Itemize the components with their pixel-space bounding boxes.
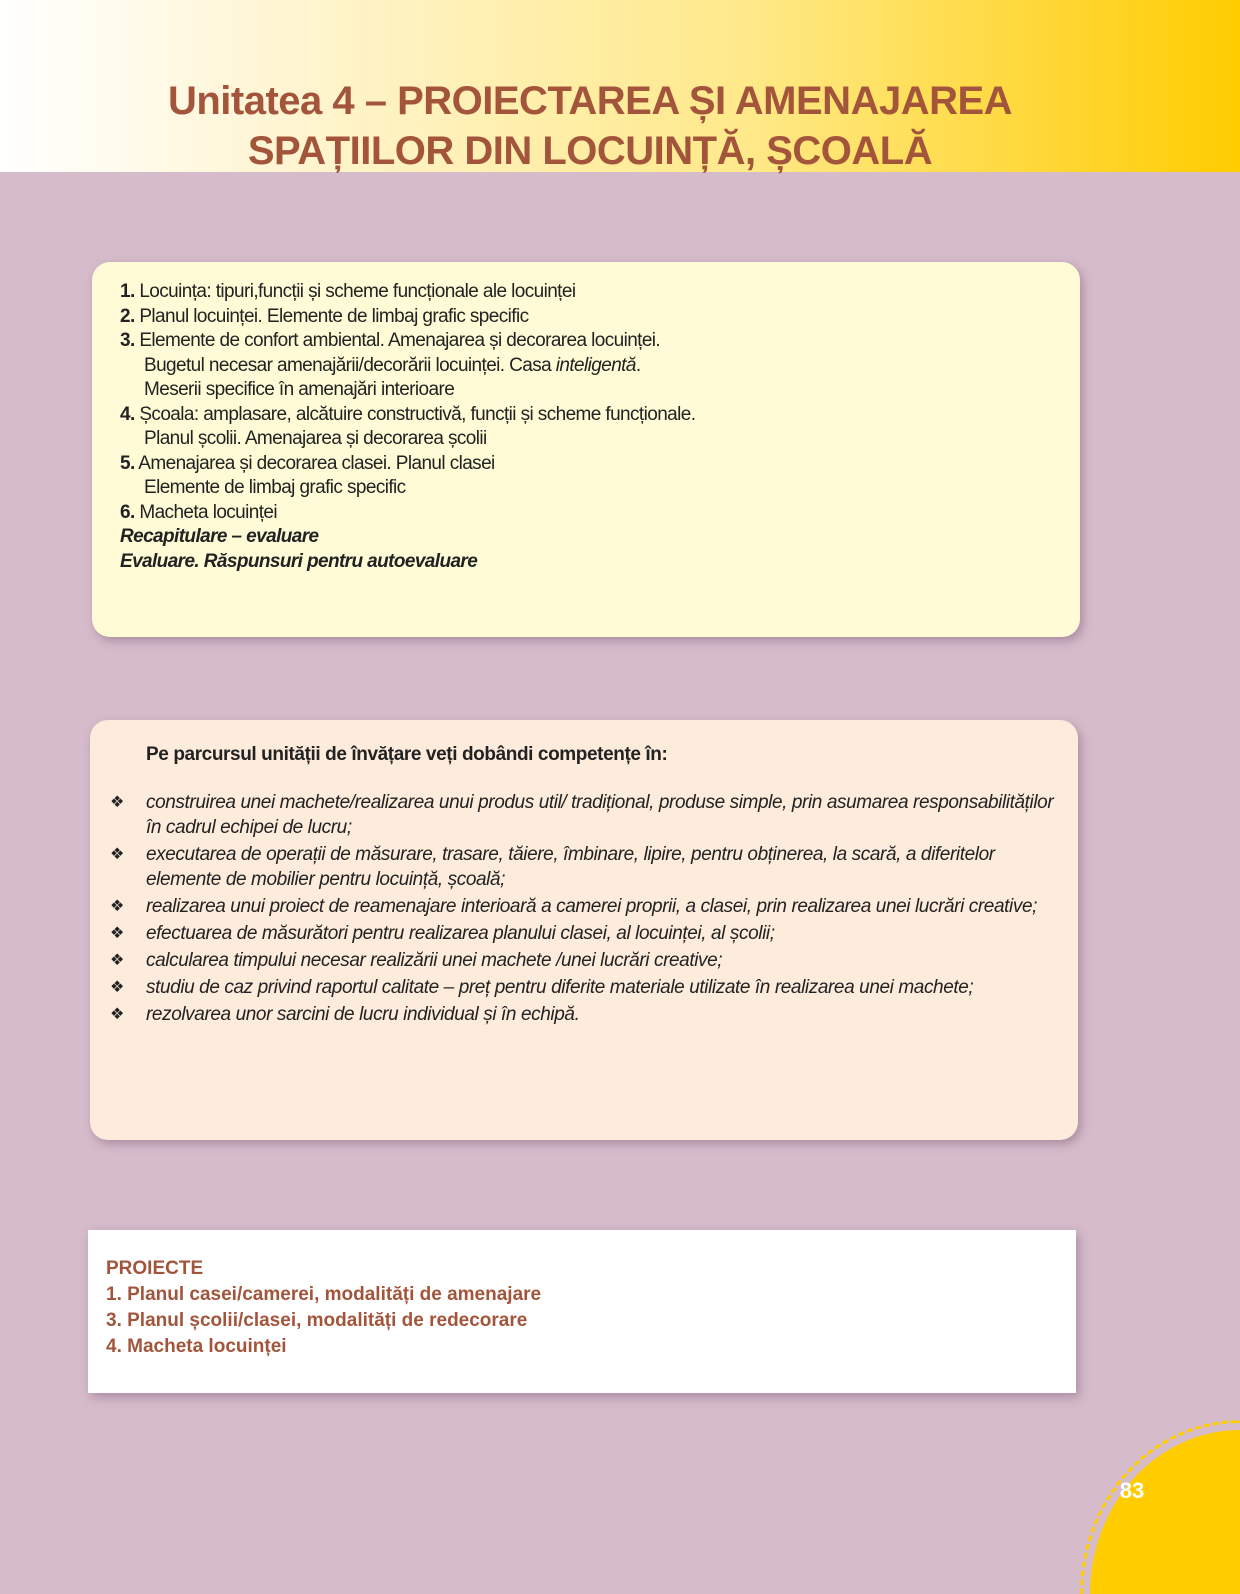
item-text: Elemente de limbaj grafic specific	[144, 477, 406, 498]
contents-item	[120, 378, 1060, 403]
competence-item	[110, 921, 1065, 946]
review-line: Recapitulare – evaluare	[120, 526, 319, 547]
competence-text: realizarea unui proiect de reamenajare interioară a camerei proprii, a clasei, prin realizarea unei lucrări creative;	[146, 896, 1037, 917]
page-corner-badge	[1090, 1430, 1240, 1594]
contents-item	[120, 452, 1060, 477]
item-emphasis: inteligentă	[555, 354, 636, 376]
page-number: 83	[1119, 1478, 1145, 1503]
item-number: 6.	[120, 501, 135, 523]
contents-item	[120, 501, 1060, 526]
contents-item	[120, 354, 1060, 379]
competence-text: executarea de operații de măsurare, trasare, tăiere, îmbinare, lipire, pentru obținerea, la scară, a diferitelor elemente de mobilier pentru locuință, școală;	[146, 844, 995, 890]
competence-item	[110, 975, 1065, 1000]
competence-text: rezolvarea unor sarcini de lucru individual și în echipă.	[146, 1004, 580, 1025]
competence-item	[110, 948, 1065, 973]
diamond-bullet-icon: ❖	[110, 846, 124, 863]
contents-list	[120, 280, 1060, 574]
project-item: 4. Macheta locuinței	[106, 1336, 287, 1357]
item-number: 3.	[120, 330, 135, 351]
item-number: 1.	[120, 281, 135, 302]
competence-item	[110, 842, 1065, 892]
contents-item	[120, 329, 1060, 354]
competence-text: studiu de caz privind raportul calitate – preț pentru diferite materiale utilizate în realizarea unei machete;	[146, 977, 974, 998]
projects-box	[88, 1230, 1076, 1393]
item-text: Amenajarea și decorarea clasei. Planul clasei	[138, 452, 495, 474]
item-number: 5.	[120, 452, 135, 474]
item-text: Locuința: tipuri,funcții și scheme funcționale ale locuinței	[139, 281, 576, 302]
diamond-bullet-icon: ❖	[110, 979, 124, 996]
item-text: Macheta locuinței	[139, 501, 278, 523]
projects-list	[106, 1256, 541, 1360]
item-text: Școala: amplasare, alcătuire constructivă, funcții și scheme funcționale.	[139, 403, 696, 425]
diamond-bullet-icon: ❖	[110, 794, 124, 811]
contents-box	[92, 262, 1080, 637]
contents-item	[120, 305, 1060, 330]
diamond-bullet-icon: ❖	[110, 952, 124, 969]
title-line-1: Unitatea 4 – PROIECTAREA ȘI AMENAJAREA	[167, 79, 1013, 123]
contents-item	[120, 476, 1060, 501]
title-line-2: SPAȚIILOR DIN LOCUINȚĂ, ȘCOALĂ	[247, 129, 933, 173]
item-text: Meserii specifice în amenajări interioare	[144, 379, 455, 400]
contents-item	[120, 427, 1060, 452]
competence-text: efectuarea de măsurători pentru realizarea planului clasei, al locuinței, al școlii;	[146, 923, 775, 944]
item-text: Bugetul necesar amenajării/decorării locuinței. Casa	[144, 354, 556, 376]
competence-item	[110, 1002, 1065, 1027]
contents-item	[120, 403, 1060, 428]
diamond-bullet-icon: ❖	[110, 898, 124, 915]
item-number: 2.	[120, 305, 135, 327]
item-tail: .	[635, 354, 641, 376]
project-item: 1. Planul casei/camerei, modalități de amenajare	[106, 1284, 542, 1305]
competences-box	[90, 720, 1078, 1140]
competence-item	[110, 894, 1065, 919]
competence-text: calcularea timpului necesar realizării unei machete /unei lucrări creative;	[146, 950, 723, 971]
item-text: Planul locuinței. Elemente de limbaj grafic specific	[139, 305, 529, 327]
competences-heading: Pe parcursul unității de învățare veți dobândi competențe în:	[146, 744, 668, 765]
item-number: 4.	[120, 403, 135, 425]
competences-list	[110, 790, 1065, 1029]
evaluation-line: Evaluare. Răspunsuri pentru autoevaluare	[120, 550, 478, 572]
unit-title	[0, 76, 1180, 176]
projects-heading: PROIECTE	[106, 1258, 204, 1279]
item-text: Elemente de confort ambiental. Amenajarea și decorarea locuinței.	[139, 330, 661, 351]
diamond-bullet-icon: ❖	[110, 925, 124, 942]
project-item: 3. Planul școlii/clasei, modalități de redecorare	[106, 1310, 528, 1331]
competence-text: construirea unei machete/realizarea unui produs util/ tradițional, produse simple, prin asumarea responsabilităților în cadrul echipei de lucru;	[146, 792, 1054, 838]
item-text: Planul școlii. Amenajarea și decorarea școlii	[144, 428, 487, 449]
competence-item	[110, 790, 1065, 840]
diamond-bullet-icon: ❖	[110, 1006, 124, 1023]
contents-item	[120, 280, 1060, 305]
